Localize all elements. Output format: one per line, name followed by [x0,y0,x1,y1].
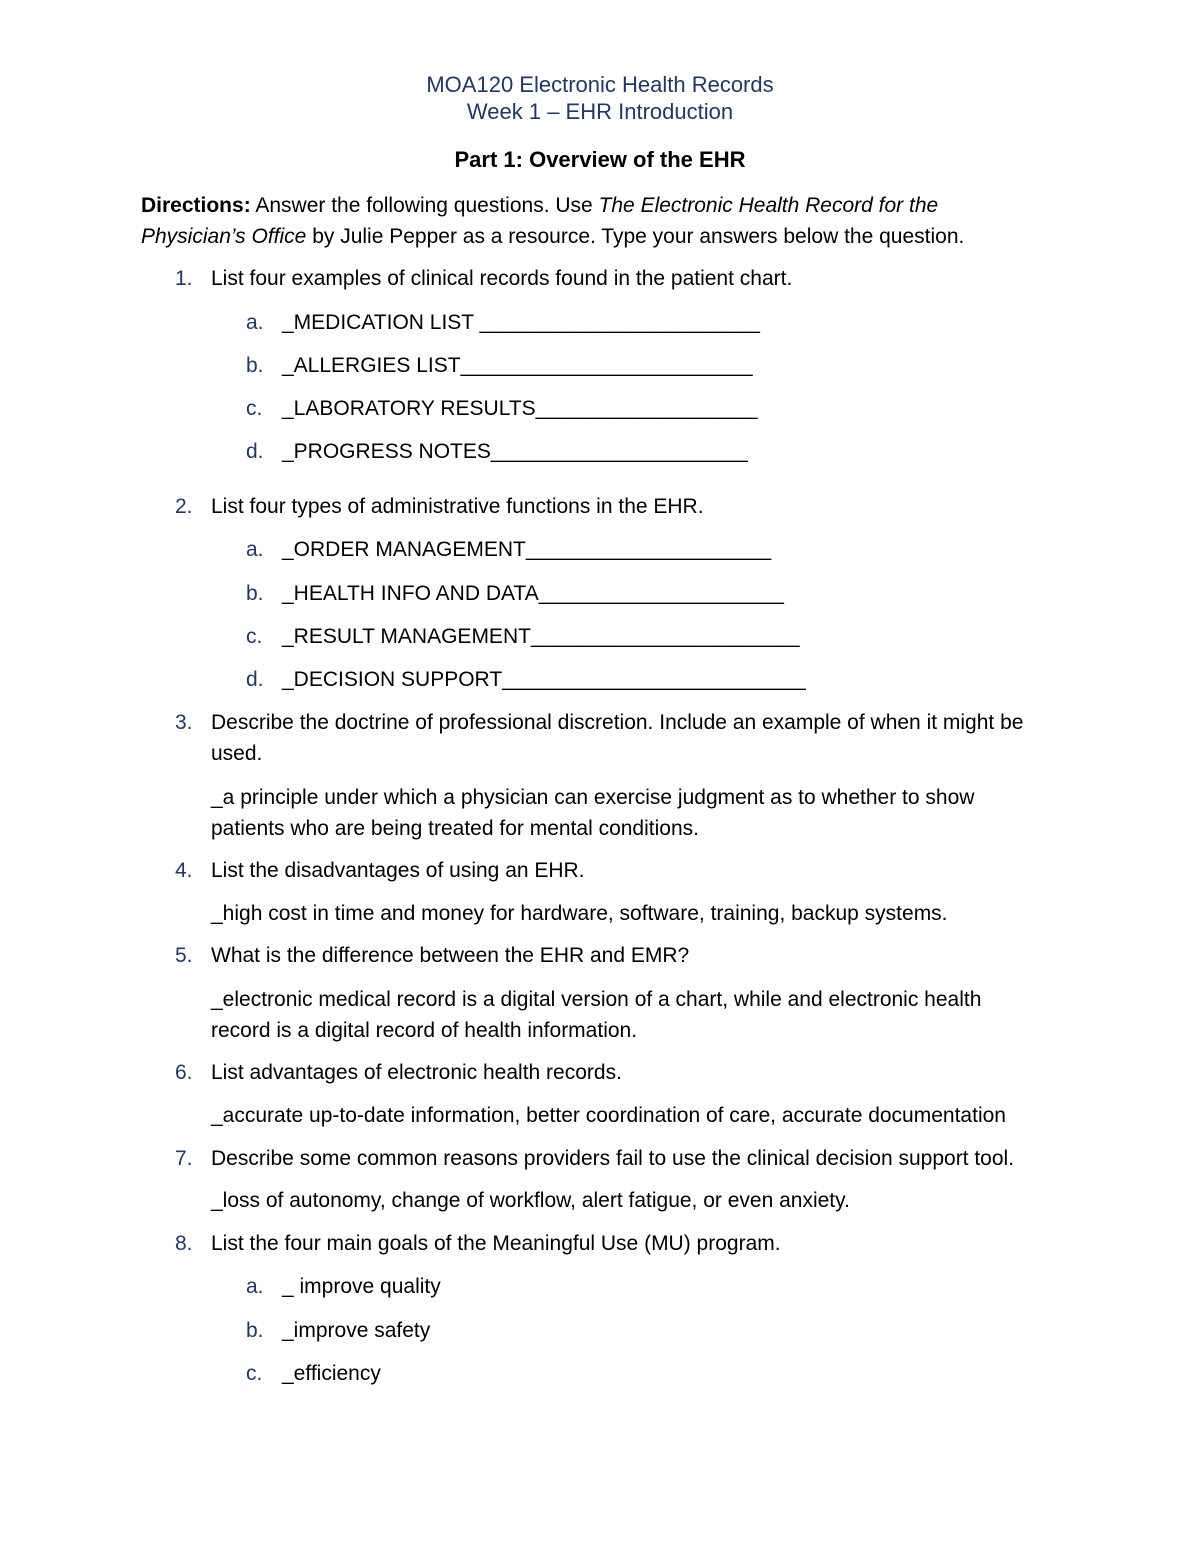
answer-text: _loss of autonomy, change of workflow, alert fatigue, or even anxiety. [211,1189,850,1212]
answer-text: _accurate up-to-date information, better coordination of care, accurate documentation [211,1104,1006,1127]
answer-item [246,436,1200,467]
question-8 [175,1228,1061,1259]
answer-item [246,350,1200,381]
answer-item [246,307,1200,338]
item-letter: a. [246,538,264,561]
answer-item [246,1271,1200,1302]
question-6 [175,1057,1061,1088]
question-text: Describe some common reasons providers fail to use the clinical decision support tool. [211,1147,1015,1170]
document-title [0,0,1200,125]
question-text: Describe the doctrine of professional discretion. Include an example of when it might be used. [211,711,1024,765]
item-text: _ improve quality [282,1275,441,1298]
item-text: _improve safety [282,1319,431,1342]
question-number: 6. [175,1061,193,1084]
item-letter: a. [246,311,264,334]
item-text: _ORDER MANAGEMENT_____________________ [282,538,772,561]
directions-text-1: Answer the following questions. Use [250,194,599,217]
item-letter: c. [246,625,263,648]
question-text: List four examples of clinical records found in the patient chart. [211,267,793,290]
directions-label: Directions: [141,194,251,217]
question-text: List the four main goals of the Meaningful Use (MU) program. [211,1232,781,1255]
question-number: 4. [175,859,193,882]
question-number: 7. [175,1147,193,1170]
answer-item [246,534,1200,565]
item-text: _RESULT MANAGEMENT_______________________ [282,625,800,648]
question-number: 8. [175,1232,193,1255]
item-letter: a. [246,1275,264,1298]
item-letter: c. [246,397,263,420]
item-text: _MEDICATION LIST ________________________ [282,311,760,334]
answer-item [246,578,1200,609]
question-text: List the disadvantages of using an EHR. [211,859,585,882]
course-title: MOA120 Electronic Health Records [426,72,774,97]
question-1 [175,263,1061,294]
item-letter: b. [246,582,264,605]
item-letter: d. [246,668,264,691]
answer-item [246,1358,1200,1389]
question-2 [175,491,1061,522]
question-4 [175,855,1061,886]
item-text: _ALLERGIES LIST_________________________ [282,354,753,377]
question-number: 1. [175,267,193,290]
item-letter: b. [246,1319,264,1342]
question-5 [175,940,1061,971]
item-text: _LABORATORY RESULTS___________________ [282,397,758,420]
question-number: 3. [175,711,193,734]
book-title: The Electronic Health Record for the Physician’s Office [141,194,939,248]
answer-text: _high cost in time and money for hardware, software, training, backup systems. [211,902,948,925]
answer-item [246,393,1200,424]
question-number: 2. [175,495,193,518]
item-letter: d. [246,440,264,463]
answer-text: _electronic medical record is a digital version of a chart, while and electronic health record is a digital record of health information. [211,988,982,1042]
answer-item [246,621,1200,652]
answer-item [246,1315,1200,1346]
item-letter: b. [246,354,264,377]
directions [141,190,981,252]
question-3 [175,707,1061,769]
question-number: 5. [175,944,193,967]
item-text: _PROGRESS NOTES______________________ [282,440,748,463]
question-7 [175,1143,1061,1174]
answer-item [246,664,1200,695]
directions-text-2: by Julie Pepper as a resource. Type your answers below the question. [306,225,965,248]
part-heading: Part 1: Overview of the EHR [454,147,746,172]
item-letter: c. [246,1362,263,1385]
question-text: List advantages of electronic health records. [211,1061,622,1084]
item-text: _efficiency [282,1362,381,1385]
item-text: _HEALTH INFO AND DATA_____________________ [282,582,784,605]
answer-text: _a principle under which a physician can exercise judgment as to whether to show patients who are being treated for mental conditions. [211,786,975,840]
question-text: What is the difference between the EHR and EMR? [211,944,690,967]
item-text: _DECISION SUPPORT__________________________ [282,668,806,691]
question-text: List four types of administrative functions in the EHR. [211,495,704,518]
week-title: Week 1 – EHR Introduction [466,99,734,124]
